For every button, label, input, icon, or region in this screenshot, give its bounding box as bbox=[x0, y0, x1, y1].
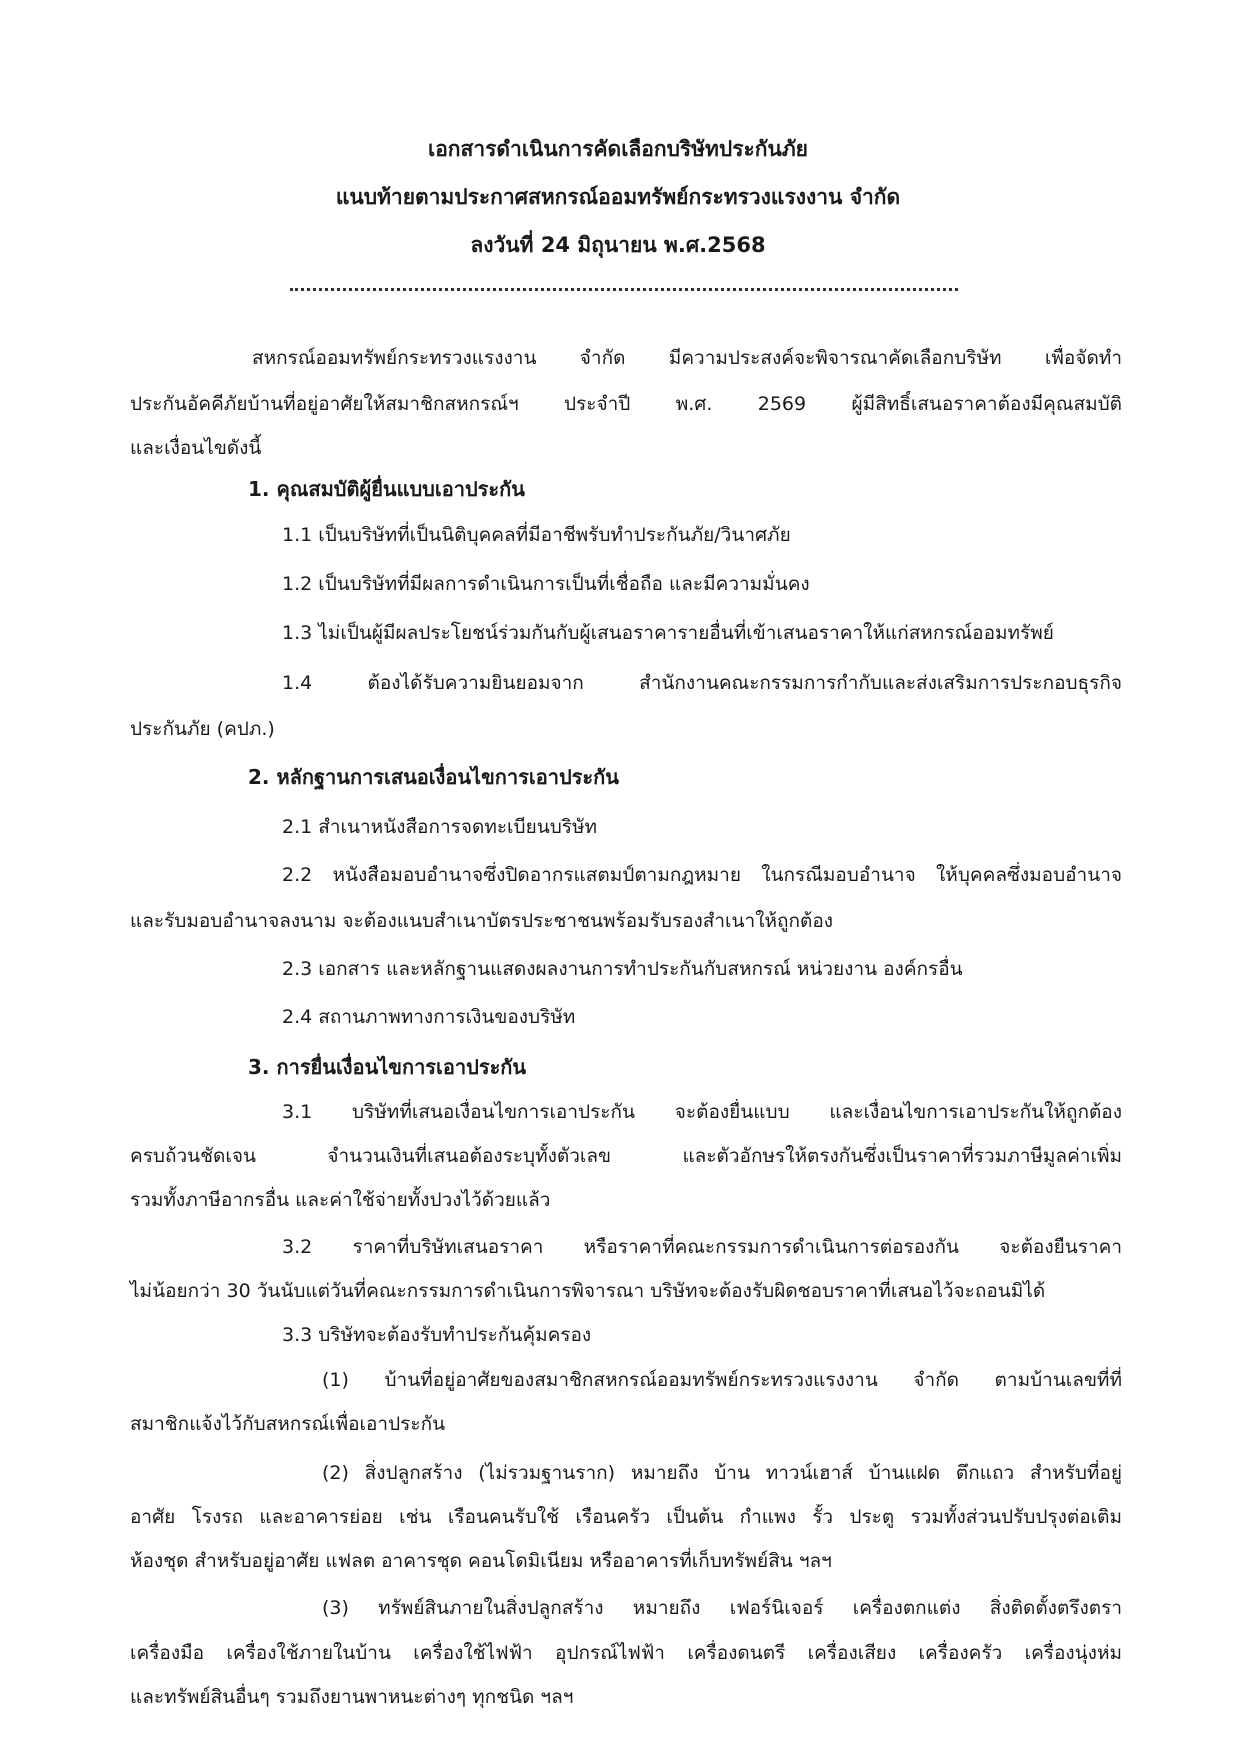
section-1-heading: 1. คุณสมบัติผู้ยื่นแบบเอาประกัน bbox=[248, 477, 525, 501]
section-2-heading: 2. หลักฐานการเสนอเงื่อนไขการเอาประกัน bbox=[248, 765, 619, 789]
intro-line-1: สหกรณ์ออมทรัพย์กระทรวงแรงงาน จำกัด มีความประสงค์จะพิจารณาคัดเลือกบริษัท เพื่อจัดทำ bbox=[252, 347, 1122, 369]
section-3-sub-2-line-2: อาศัย โรงรถ และอาคารย่อย เช่น เรือนคนรับใช้ เรือนครัว เป็นต้น กำแพง รั้ว ประตู รวมทั้งส่วนปรับปรุงต่อเติม bbox=[130, 1506, 1122, 1528]
section-2-item-2-line-2: และรับมอบอำนาจลงนาม จะต้องแนบสำเนาบัตรประชาชนพร้อมรับรองสำเนาให้ถูกต้อง bbox=[130, 910, 834, 932]
section-3-item-2-line-2: ไม่น้อยกว่า 30 วันนับแต่วันที่คณะกรรมการดำเนินการพิจารณา บริษัทจะต้องรับผิดชอบราคาที่เสนอไว้จะถอนมิได้ bbox=[130, 1280, 1046, 1302]
section-1-item-4-line-1: 1.4 ต้องได้รับความยินยอมจาก สำนักงานคณะกรรมการกำกับและส่งเสริมการประกอบธุรกิจ bbox=[282, 672, 1122, 694]
section-1-item-4-line-2: ประกันภัย (คปภ.) bbox=[130, 718, 275, 740]
section-2-item-2-line-1: 2.2 หนังสือมอบอำนาจซึ่งปิดอากรแสตมป์ตามกฎหมาย ในกรณีมอบอำนาจ ให้บุคคลซึ่งมอบอำนาจ bbox=[282, 864, 1122, 886]
section-3-item-2-line-1: 3.2 ราคาที่บริษัทเสนอราคา หรือราคาที่คณะกรรมการดำเนินการต่อรองกัน จะต้องยืนราคา bbox=[282, 1236, 1122, 1258]
section-3-heading: 3. การยื่นเงื่อนไขการเอาประกัน bbox=[248, 1055, 527, 1079]
dotted-separator bbox=[290, 288, 958, 295]
section-2-item-4: 2.4 สถานภาพทางการเงินของบริษัท bbox=[282, 1006, 576, 1028]
section-3-item-1-line-1: 3.1 บริษัทที่เสนอเงื่อนไขการเอาประกัน จะต้องยื่นแบบ และเงื่อนไขการเอาประกันให้ถูกต้อง bbox=[282, 1101, 1122, 1123]
section-1-item-3: 1.3 ไม่เป็นผู้มีผลประโยชน์ร่วมกันกับผู้เสนอราคารายอื่นที่เข้าเสนอราคาให้แก่สหกรณ์ออมทรัพย์ bbox=[282, 622, 1054, 644]
section-3-sub-1-line-2: สมาชิกแจ้งไว้กับสหกรณ์เพื่อเอาประกัน bbox=[130, 1413, 446, 1435]
section-3-item-1-line-3: รวมทั้งภาษีอากรอื่น และค่าใช้จ่ายทั้งปวงไว้ด้วยแล้ว bbox=[130, 1189, 551, 1211]
section-3-sub-2-line-1: (2) สิ่งปลูกสร้าง (ไม่รวมฐานราก) หมายถึง บ้าน ทาวน์เฮาส์ บ้านแฝด ตึกแถว สำหรับที่อยู่ bbox=[322, 1462, 1122, 1484]
section-2-item-3: 2.3 เอกสาร และหลักฐานแสดงผลงานการทำประกันกับสหกรณ์ หน่วยงาน องค์กรอื่น bbox=[282, 958, 963, 980]
section-3-sub-3-line-3: และทรัพย์สินอื่นๆ รวมถึงยานพาหนะต่างๆ ทุกชนิด ฯลฯ bbox=[130, 1686, 574, 1708]
section-1-item-1: 1.1 เป็นบริษัทที่เป็นนิติบุคคลที่มีอาชีพรับทำประกันภัย/วินาศภัย bbox=[282, 524, 791, 546]
section-1-item-2: 1.2 เป็นบริษัทที่มีผลการดำเนินการเป็นที่เชื่อถือ และมีความมั่นคง bbox=[282, 573, 810, 595]
section-3-item-1-line-2: ครบถ้วนชัดเจน จำนวนเงินที่เสนอต้องระบุทั้งตัวเลข และตัวอักษรให้ตรงกันซึ่งเป็นราคาที่รวมภาษีมูลค่าเพิ่ม bbox=[130, 1145, 1122, 1167]
section-3-sub-3-line-2: เครื่องมือ เครื่องใช้ภายในบ้าน เครื่องใช้ไฟฟ้า อุปกรณ์ไฟฟ้า เครื่องดนตรี เครื่องเสียง เครื่องครัว เครื่องนุ่งห่ม bbox=[130, 1642, 1122, 1664]
section-3-sub-2-line-3: ห้องชุด สำหรับอยู่อาศัย แฟลต อาคารชุด คอนโดมิเนียม หรืออาคารที่เก็บทรัพย์สิน ฯลฯ bbox=[130, 1550, 832, 1572]
intro-line-2: ประกันอัคคีภัยบ้านที่อยู่อาศัยให้สมาชิกสหกรณ์ฯ ประจำปี พ.ศ. 2569 ผู้มีสิทธิ์เสนอราคาต้องมีคุณสมบัติ bbox=[130, 393, 1122, 415]
section-3-sub-3-line-1: (3) ทรัพย์สินภายในสิ่งปลูกสร้าง หมายถึง เฟอร์นิเจอร์ เครื่องตกแต่ง สิ่งติดตั้งตรึงตรา bbox=[322, 1597, 1122, 1619]
section-3-sub-1-line-1: (1) บ้านที่อยู่อาศัยของสมาชิกสหกรณ์ออมทรัพย์กระทรวงแรงงาน จำกัด ตามบ้านเลขที่ที่ bbox=[322, 1369, 1122, 1391]
title-line-2: แนบท้ายตามประกาศสหกรณ์ออมทรัพย์กระทรวงแรงงาน จำกัด bbox=[335, 185, 901, 209]
section-2-item-1: 2.1 สำเนาหนังสือการจดทะเบียนบริษัท bbox=[282, 816, 598, 838]
title-line-3: ลงวันที่ 24 มิถุนายน พ.ศ.2568 bbox=[470, 233, 766, 257]
intro-line-3: และเงื่อนไขดังนี้ bbox=[130, 437, 262, 459]
title-line-1: เอกสารดำเนินการคัดเลือกบริษัทประกันภัย bbox=[428, 137, 808, 161]
section-3-item-3: 3.3 บริษัทจะต้องรับทำประกันคุ้มครอง bbox=[282, 1324, 592, 1346]
